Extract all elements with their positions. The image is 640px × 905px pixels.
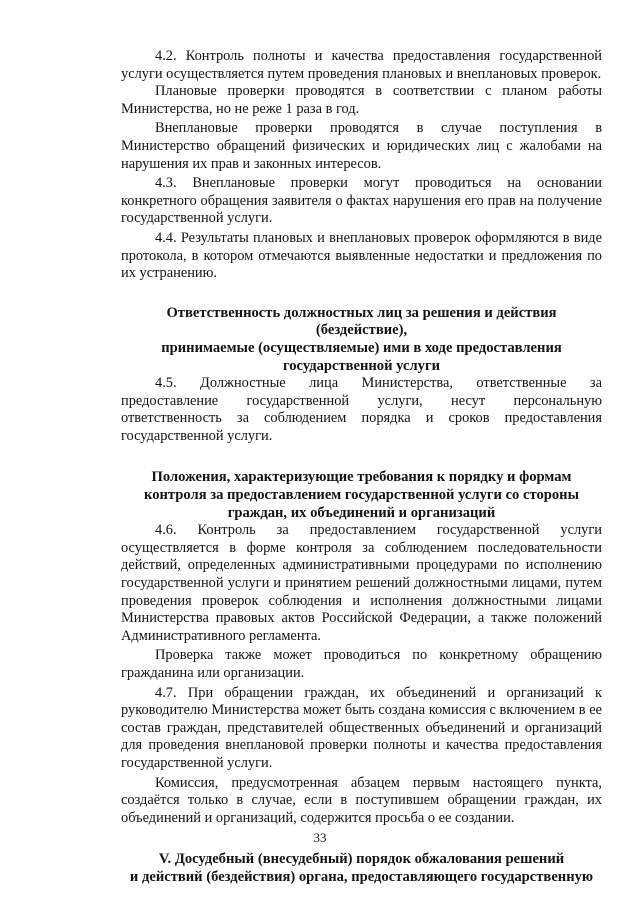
paragraph-4-7: 4.7. При обращении граждан, их объединений и организаций к руководителю Министерства может быть создана комиссия с включением в ее состав граждан, представителей общественных объединений и организаций для проведения внеплановой проверки полноты и качества предоставления государственной услуги. xyxy=(121,684,602,771)
heading-section-5 xyxy=(121,851,602,886)
heading-line: Положения, характеризующие требования к порядку и формам xyxy=(151,469,572,486)
paragraph-commission: Комиссия, предусмотренная абзацем первым настоящего пункта, создаётся только в случае, если в поступившем обращении граждан, их объединений и организаций, содержится просьба о ее создании. xyxy=(121,774,602,826)
paragraph-4-4: 4.4. Результаты плановых и внеплановых проверок оформляются в виде протокола, в котором отмечаются выявленные недостатки и предложения по их устранению. xyxy=(121,229,602,282)
heading-line: граждан, их объединений и организаций xyxy=(227,504,496,521)
paragraph-unplanned-checks: Внеплановые проверки проводятся в случае поступления в Министерство обращений физических и юридических лиц с жалобами на нарушения их прав и законных интересов. xyxy=(121,120,602,172)
heading-line: и действий (бездействия) органа, предоставляющего государственную xyxy=(129,868,594,885)
heading-line: принимаемые (осуществляемые) ими в ходе предоставления xyxy=(161,339,562,356)
paragraph-4-6: 4.6. Контроль за предоставлением государственной услуги осуществляется в форме контроля за соблюдением последовательности действий, определенных административными процедурами по исполнению государственной услуги и принятием решений должностными лицами, путем проведения проверок соблюдения и исполнения должностными лицами Министерства правовых актов Российской Федерации, а также положений Административного регламента. xyxy=(121,522,602,644)
page-body xyxy=(121,48,602,887)
paragraph-4-3: 4.3. Внеплановые проверки могут проводиться на основании конкретного обращения заявителя о фактах нарушения его прав на получение государственной услуги. xyxy=(121,175,602,227)
paragraph-4-2: 4.2. Контроль полноты и качества предоставления государственной услуги осуществляется путем проведения плановых и внеплановых проверок. xyxy=(121,48,602,82)
page-number: 33 xyxy=(313,830,327,845)
heading-line: V. Досудебный (внесудебный) порядок обжалования решений xyxy=(158,851,565,868)
heading-line: контроля за предоставлением государственной услуги со стороны xyxy=(144,487,579,504)
paragraph-planned-checks: Плановые проверки проводятся в соответствии с планом работы Министерства, но не реже 1 раза в год. xyxy=(121,83,602,117)
heading-line: Ответственность должностных лиц за решения и действия (бездействие), xyxy=(166,304,557,339)
paragraph-check-on-request: Проверка также может проводиться по конкретному обращению гражданина или организации. xyxy=(121,647,602,681)
paragraph-4-5: 4.5. Должностные лица Министерства, ответственные за предоставление государственной услуги, несут персональную ответственность за соблюдением порядка и сроков предоставления государственной услуги. xyxy=(121,375,602,444)
heading-responsibility xyxy=(121,305,602,375)
heading-line: государственной услуги xyxy=(282,357,441,374)
heading-control xyxy=(121,469,602,522)
